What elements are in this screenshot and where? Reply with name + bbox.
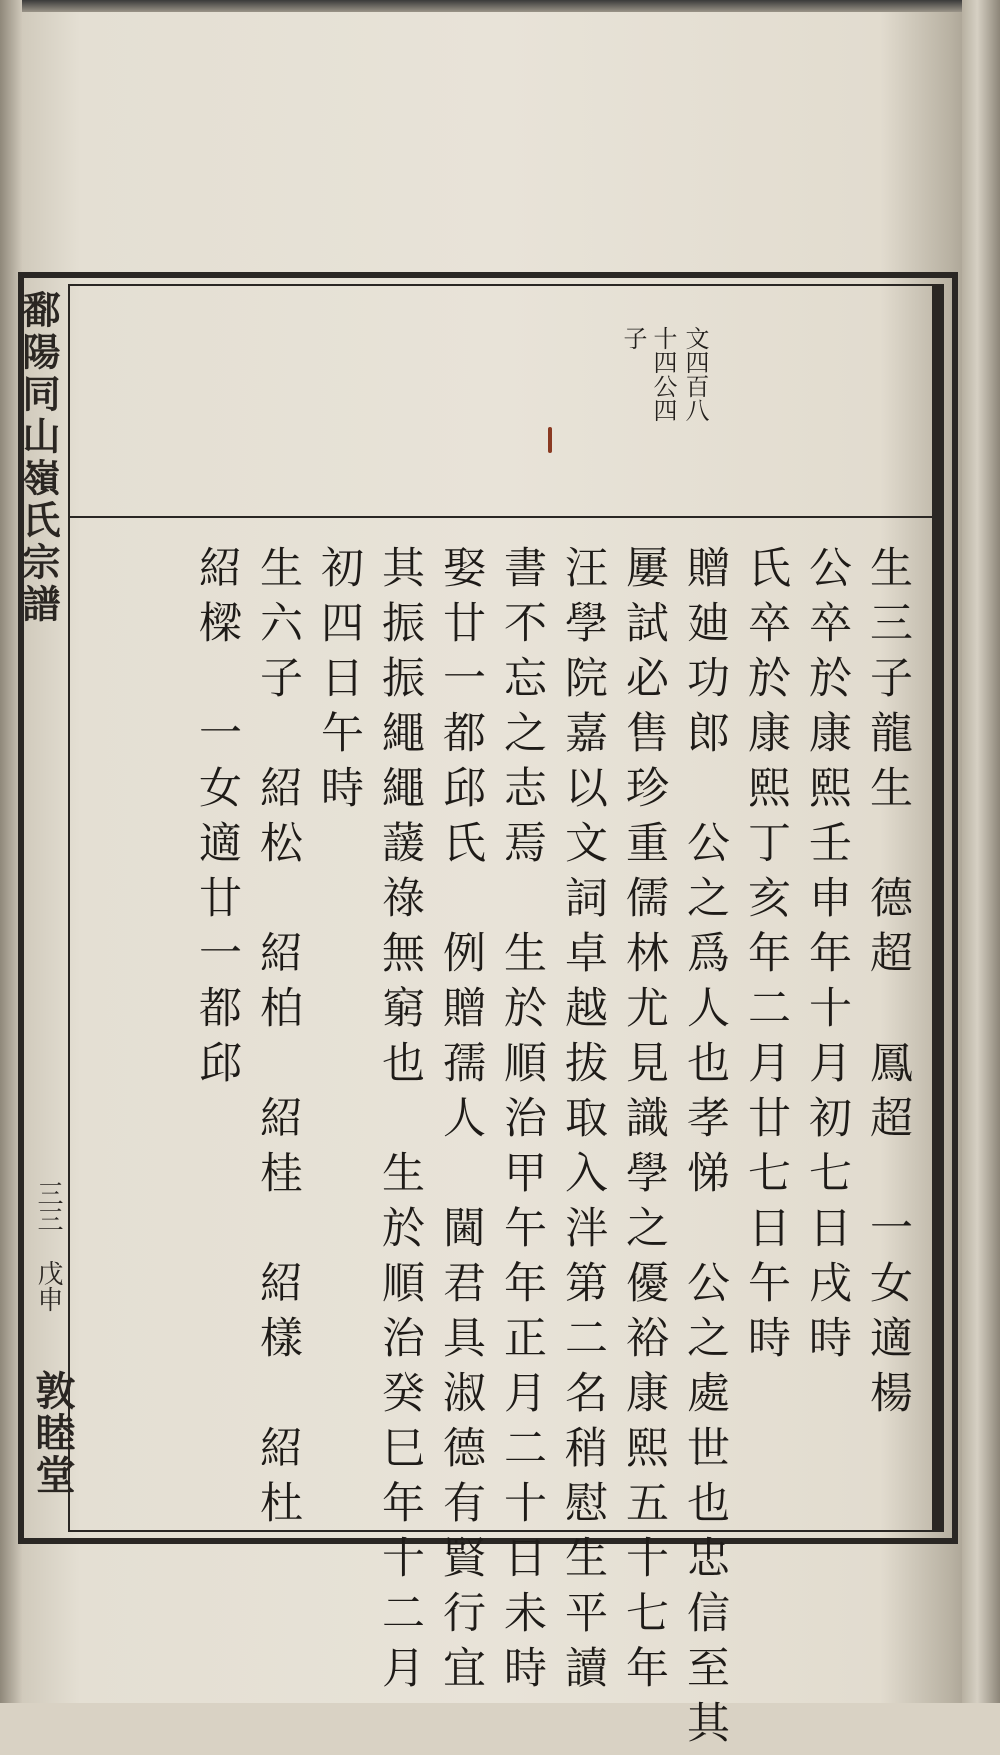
text-column-4: 贈廸功郎 公之爲人也孝悌 公之處世也忠信至其 <box>680 545 730 1755</box>
page-number: 三三 <box>33 1180 63 1232</box>
header-note-col-1: 文四百八 <box>681 326 709 422</box>
text-column-8: 娶廿一都邱氏 例贈孺人 閫君具淑德有賢行宜 <box>436 545 486 1700</box>
text-column-11: 生六子 紹松 紹柏 紹桂 紹樣 紹杜 <box>253 545 303 1535</box>
text-column-12: 紹樑 一女適廿一都邱 <box>192 545 242 1095</box>
ink-mark <box>548 427 552 453</box>
page-top-edge <box>0 0 1000 12</box>
header-note-col-3: 子 <box>619 326 647 350</box>
text-column-9: 其振振繩繩蘐祿無窮也 生於順治癸巳年十二月 <box>375 545 425 1700</box>
text-column-2: 公卒於康熙壬申年十月初七日戌時 <box>802 545 852 1370</box>
hall-name: 敦睦堂 <box>29 1370 76 1496</box>
text-column-3: 氏卒於康熙丁亥年二月廿七日午時 <box>741 545 791 1370</box>
book-title: 鄱陽同山嶺氏宗譜 <box>16 290 61 626</box>
text-column-10: 初四日午時 <box>314 545 364 820</box>
text-column-7: 書不忘之志焉 生於順治甲午年正月二十日未時 <box>497 545 547 1700</box>
page-right-edge <box>962 0 1000 1703</box>
text-column-1: 生三子龍生 德超 鳳超 一女適楊 <box>863 545 913 1425</box>
text-column-6: 汪學院嘉以文詞卓越拔取入泮第二名稍慰生平讀 <box>558 545 608 1700</box>
text-column-5: 屢試必售珍重儒林尤見識學之優裕康熙五十七年 <box>619 545 669 1700</box>
header-band <box>70 286 942 518</box>
header-note-col-2: 十四公四 <box>649 326 677 422</box>
edition-cycle: 戊申 <box>33 1260 63 1312</box>
